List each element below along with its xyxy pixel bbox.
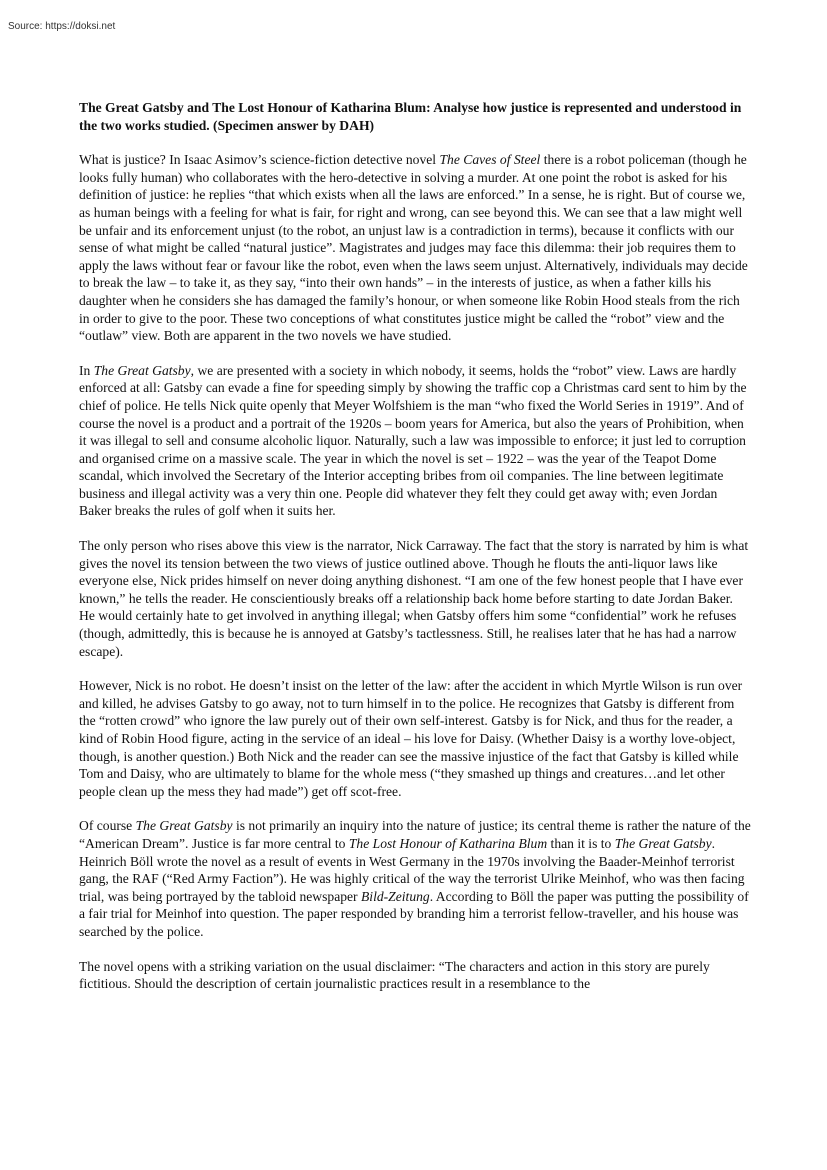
text-run: there is a robot policeman (though he looks fully human) who collaborates with the hero-detective in solving a murder. At one point the robot is asked for his definition of justice: he replies “that which exists when all the laws are enforced.” In a sense, he is right. But of course we, as human beings with a feeling for what is fair, for right and wrong, can see beyond this. We can see that a law might well be unfair and its enforcement unjust (to the robot, an unjust law is a contradiction in terms), because it conflicts with our sense of what might be called “natural justice”. Magistrates and judges may face this dilemma: their job requires them to apply the laws without fear or favour like the robot, even when the laws seem unjust. Alternatively, individuals may decide to break the law – to take it, as they say, “into their own hands” – in the interests of justice, as when a father kills his daughter when he considers she has damaged the family’s honour, or when someone like Robin Hood steals from the rich in order to give to the poor. These two conceptions of what constitutes justice might be called the “robot” view and the “outlaw” view. Both are apparent in the two novels we have studied. <box>79 152 748 344</box>
italic-title: The Great Gatsby <box>614 835 712 851</box>
paragraph <box>79 677 751 800</box>
text-run: What is justice? In Isaac Asimov’s science-fiction detective novel <box>79 152 440 168</box>
paragraph <box>79 362 751 520</box>
text-run: The only person who rises above this view is the narrator, Nick Carraway. The fact that the story is narrated by him is what gives the novel its tension between the two views of justice outlined above. Though he flouts the anti-liquor laws like everyone else, Nick prides himself on never doing anything dishonest. “I am one of the few honest people that I have ever known,” he tells the reader. He conscientiously breaks off a relationship back home before starting to date Jordan Baker. He would certainly hate to get involved in anything illegal; when Gatsby offers him some “confidential” work he refuses (though, admittedly, this is because he is annoyed at Gatsby’s tactlessness. Still, he realises later that he has had a narrow escape). <box>79 538 749 659</box>
italic-title: The Great Gatsby <box>93 362 191 378</box>
text-run: However, Nick is no robot. He doesn’t insist on the letter of the law: after the accident in which Myrtle Wilson is run over and killed, he advises Gatsby to go away, not to turn himself in to the police. He recognizes that Gatsby is different from the “rotten crowd” who ignore the law purely out of their own self-interest. Gatsby is for Nick, and thus for the reader, a kind of Robin Hood figure, acting in the service of an ideal – his love for Daisy. (Whether Daisy is a worthy love-object, though, is another question.) Both Nick and the reader can see the massive injustice of the fact that Gatsby is killed while Tom and Daisy, who are ultimately to blame for the whole mess (“they smashed up things and creatures…and let other people clean up the mess they had made”) get off scot-free. <box>79 678 743 799</box>
text-run: , we are presented with a society in which nobody, it seems, holds the “robot” view. Laws are hardly enforced at all: Gatsby can evade a fine for speeding simply by showing the traffic cop a Christmas card sent to him by the chief of police. He tells Nick quite openly that Meyer Wolfshiem is the man “who fixed the World Series in 1919”. And of course the novel is a product and a portrait of the 1920s – boom years for America, but also the years of Prohibition, when it was illegal to sell and consume alcoholic liquor. Naturally, such a law was impossible to enforce; it just led to corruption and organised crime on a massive scale. The year in which the novel is set – 1922 – was the year of the Teapot Dome scandal, which involved the Secretary of the Interior accepting bribes from oil companies. The line between legitimate business and illegal activity was a very thin one. People did whatever they felt they could get away with; even Jordan Baker breaks the rules of golf when it suits her. <box>79 362 747 519</box>
text-run: is not primarily an inquiry into the nature of justice; its central theme is rather the nature of the “American Dream”. Justice is far more central to <box>79 818 751 851</box>
text-run: . According to Böll the paper was putting the possibility of a fair trial for Meinhof into question. The paper responded by branding him a terrorist fellow-traveller, and his house was searched by the police. <box>79 888 749 939</box>
document-title: The Great Gatsby and The Lost Honour of Katharina Blum: Analyse how justice is represented and understood in the two works studied. (Specimen answer by DAH) <box>79 100 742 133</box>
italic-title: Bild-Zeitung <box>360 888 430 904</box>
text-run: The novel opens with a striking variation on the usual disclaimer: “The characters and action in this story are purely fictitious. Should the description of certain journalistic practices result in a resemblance to the <box>79 958 710 992</box>
italic-title: The Caves of Steel <box>439 152 541 168</box>
text-run: . Heinrich Böll wrote the novel as a result of events in West Germany in the 1970s involving the Baader-Meinhof terrorist gang, the RAF (“Red Army Faction”). He was highly critical of the way the terrorist Ulrike Meinhof, who was then facing trial, was being portrayed by the tabloid newspaper <box>79 835 745 904</box>
paragraph <box>79 151 751 345</box>
text-run: Of course <box>79 818 136 834</box>
text-run: In <box>79 362 94 378</box>
italic-title: The Great Gatsby <box>135 818 233 834</box>
italic-title: The Lost Honour of Katharina Blum <box>348 835 548 851</box>
text-run: than it is to <box>547 835 615 851</box>
source-url: Source: https://doksi.net <box>8 21 116 32</box>
paragraph <box>79 958 751 993</box>
document-body <box>79 99 751 1010</box>
paragraph <box>79 537 751 660</box>
paragraph <box>79 817 751 940</box>
